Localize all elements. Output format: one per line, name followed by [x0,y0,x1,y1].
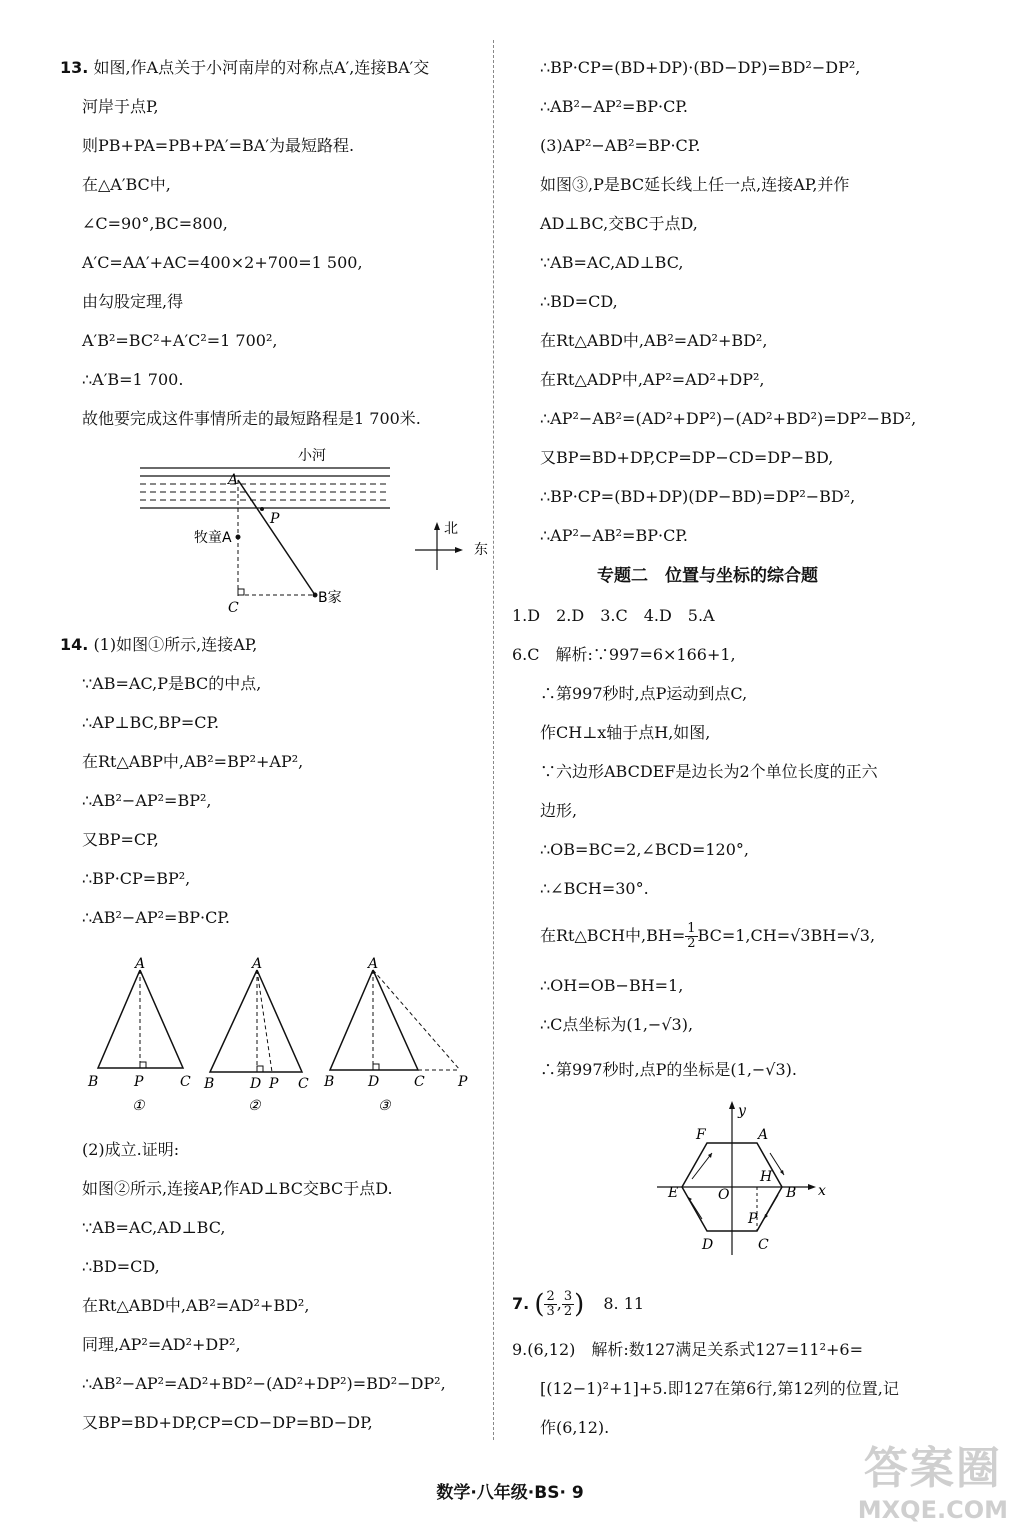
q7-d1: 3 [546,1304,555,1319]
q7-frac-1 [544,1290,556,1319]
q14-text: (1)如图①所示,连接AP, [93,635,258,654]
q14-line: ∵AB=AC,AD⊥BC, [82,1218,226,1237]
q13-line: A′B²=BC²+A′C²=1 700², [82,331,278,350]
point-A-prime-label: A [228,472,239,488]
cont-line: AD⊥BC,交BC于点D, [540,214,698,233]
cont-line: ∴BP·CP=(BD+DP)·(BD−DP)=BD²−DP², [540,58,861,77]
q14-line: ∴AB²−AP²=AD²+BD²−(AD²+DP²)=BD²−DP², [82,1374,446,1393]
q13-text: 如图,作A点关于小河南岸的对称点A′,连接BA′交 [93,58,430,77]
q13-line: 河岸于点P, [82,97,159,116]
q7-d2: 2 [563,1304,573,1319]
cont-line: 在Rt△ABD中,AB²=AD²+BD², [540,331,768,350]
hex-F: F [696,1127,706,1143]
fig2-D: D [250,1076,262,1092]
fig1-P: P [134,1074,144,1090]
q6-line: ∴C点坐标为(1,−√3), [540,1015,694,1034]
q13-line: A′C=AA′+AC=400×2+700=1 500, [82,253,363,272]
cont-line: ∴AP²−AB²=BP·CP. [540,526,688,545]
q13-number: 13. [60,58,89,77]
q6-frac-post: BC=1,CH=√3BH=√3, [697,926,876,945]
river-path-figure [120,440,520,620]
triangle-figures [80,950,500,1120]
cont-line: (3)AP²−AB²=BP·CP. [540,136,701,155]
fig2-P: P [269,1076,279,1092]
q13-line: 故他要完成这件事情所走的最短路程是1 700米. [82,409,421,428]
cont-line: ∵AB=AC,AD⊥BC, [540,253,684,272]
q7-q8-line: 7. ( $\frac{2}{3}$ , $\frac{3}{2}$ ) 8. 11 [512,1289,645,1320]
q14-line: 又BP=CP, [82,830,159,849]
q14-line: ∴BP·CP=BP², [82,869,191,888]
q6-line: 6.C 解析:∵997=6×166+1, [512,645,736,664]
point-H: H [760,1169,773,1185]
q14-line: 同理,AP²=AD²+DP², [82,1335,241,1354]
q14-line: ∴BD=CD, [82,1257,160,1276]
home-label: B家 [318,590,342,606]
q14-line: 如图②所示,连接AP,作AD⊥BC交BC于点D. [82,1179,393,1198]
q14-line: 又BP=BD+DP,CP=CD−DP=BD−DP, [82,1413,373,1432]
point-C-label: C [228,600,239,616]
cont-line: ∴AP²−AB²=(AD²+DP²)−(AD²+BD²)=DP²−BD², [540,409,917,428]
x-axis-label: x [818,1183,826,1199]
q8-answer: 8. 11 [603,1294,645,1313]
watermark-url: MXQE.COM [857,1496,1008,1524]
q13-line-0 [60,58,429,78]
answers-1-5: 1.D 2.D 3.C 4.D 5.A [512,606,715,625]
q6-line: ∵六边形ABCDEF是边长为2个单位长度的正六 [540,762,878,781]
herder-label: 牧童A [194,530,232,546]
frac-num: 1 [687,921,696,936]
q14-line: ∴AP⊥BC,BP=CP. [82,713,220,732]
q14-line: ∴AB²−AP²=BP·CP. [82,908,230,927]
q13-line: 由勾股定理,得 [82,292,184,311]
cont-line: 又BP=BD+DP,CP=DP−CD=DP−BD, [540,448,834,467]
fraction-one-half [685,922,697,951]
fig3-P: P [458,1074,468,1090]
q6-line: 边形, [540,801,578,820]
q7-n2: 3 [563,1289,573,1304]
fig1-B: B [88,1074,99,1090]
fig1-C: C [180,1074,191,1090]
fig1-A: A [135,956,146,972]
cont-line: 在Rt△ADP中,AP²=AD²+DP², [540,370,765,389]
north-label: 北 [444,521,458,537]
hex-C: C [758,1237,769,1253]
section-heading: 专题二 位置与坐标的综合题 [597,566,818,586]
q14-line: 在Rt△ABP中,AB²=BP²+AP², [82,752,304,771]
hex-E: E [668,1185,679,1201]
east-label: 东 [474,542,488,558]
q13-line: ∴A′B=1 700. [82,370,184,389]
fig3-B: B [324,1074,335,1090]
q13-line: ∠C=90°,BC=800, [82,214,228,233]
q6-line: ∴第997秒时,点P的坐标是(1,−√3). [540,1060,798,1079]
cont-line: ∴BP·CP=(BD+DP)(DP−BD)=DP²−BD², [540,487,856,506]
point-P-label: P [270,511,280,527]
fig3-A: A [368,956,379,972]
hex-A: A [758,1127,769,1143]
fig3-D: D [368,1074,380,1090]
hex-D: D [702,1237,714,1253]
q13-line: 则PB+PA=PB+PA′=BA′为最短路程. [82,136,355,155]
hex-B: B [786,1185,797,1201]
q6-line: ∴OH=OB−BH=1, [540,976,684,995]
q14-line: ∵AB=AC,P是BC的中点, [82,674,262,693]
q9-line: 作(6,12). [540,1418,610,1437]
point-O: O [718,1187,730,1203]
q6-fraction-line [540,922,875,951]
fig2-A: A [252,956,263,972]
fig2-B: B [204,1076,215,1092]
q14-line-0 [60,635,257,655]
fig2-caption: ② [248,1098,261,1114]
q6-line: ∴OB=BC=2,∠BCD=120°, [540,840,749,859]
frac-den: 2 [687,936,696,951]
hexagon-figure [652,1095,852,1260]
q6-frac-pre: 在Rt△BCH中,BH= [540,926,686,945]
river-label: 小河 [298,448,326,464]
q13-line: 在△A′BC中, [82,175,171,194]
cont-line: 如图③,P是BC延长线上任一点,连接AP,并作 [540,175,850,194]
q7-frac-2 [562,1290,574,1319]
q14-number: 14. [60,635,89,654]
y-axis-label: y [738,1103,746,1119]
watermark-logo [858,1432,1008,1524]
fig2-C: C [298,1076,309,1092]
q7-number: 7. [512,1294,530,1313]
q6-line: ∴第997秒时,点P运动到点C, [540,684,748,703]
q14-line: ∴AB²−AP²=BP², [82,791,212,810]
q14-line: (2)成立.证明: [82,1140,180,1159]
column-divider [493,40,494,1440]
page-footer: 数学·八年级·BS· 9 [436,1483,584,1503]
point-P: P [748,1211,758,1227]
watermark-text: 答案圈 [863,1443,1002,1494]
q9-line: 9.(6,12) 解析:数127满足关系式127=11²+6= [512,1340,864,1359]
cont-line: ∴BD=CD, [540,292,618,311]
q6-line: 作CH⊥x轴于点H,如图, [540,723,711,742]
fig1-caption: ① [132,1098,145,1114]
fig3-caption: ③ [378,1098,391,1114]
q14-line: 在Rt△ABD中,AB²=AD²+BD², [82,1296,310,1315]
q7-n1: 2 [546,1289,555,1304]
q9-line: [(12−1)²+1]+5.即127在第6行,第12列的位置,记 [540,1379,899,1398]
q6-line: ∴∠BCH=30°. [540,879,649,898]
fig3-C: C [414,1074,425,1090]
cont-line: ∴AB²−AP²=BP·CP. [540,97,688,116]
